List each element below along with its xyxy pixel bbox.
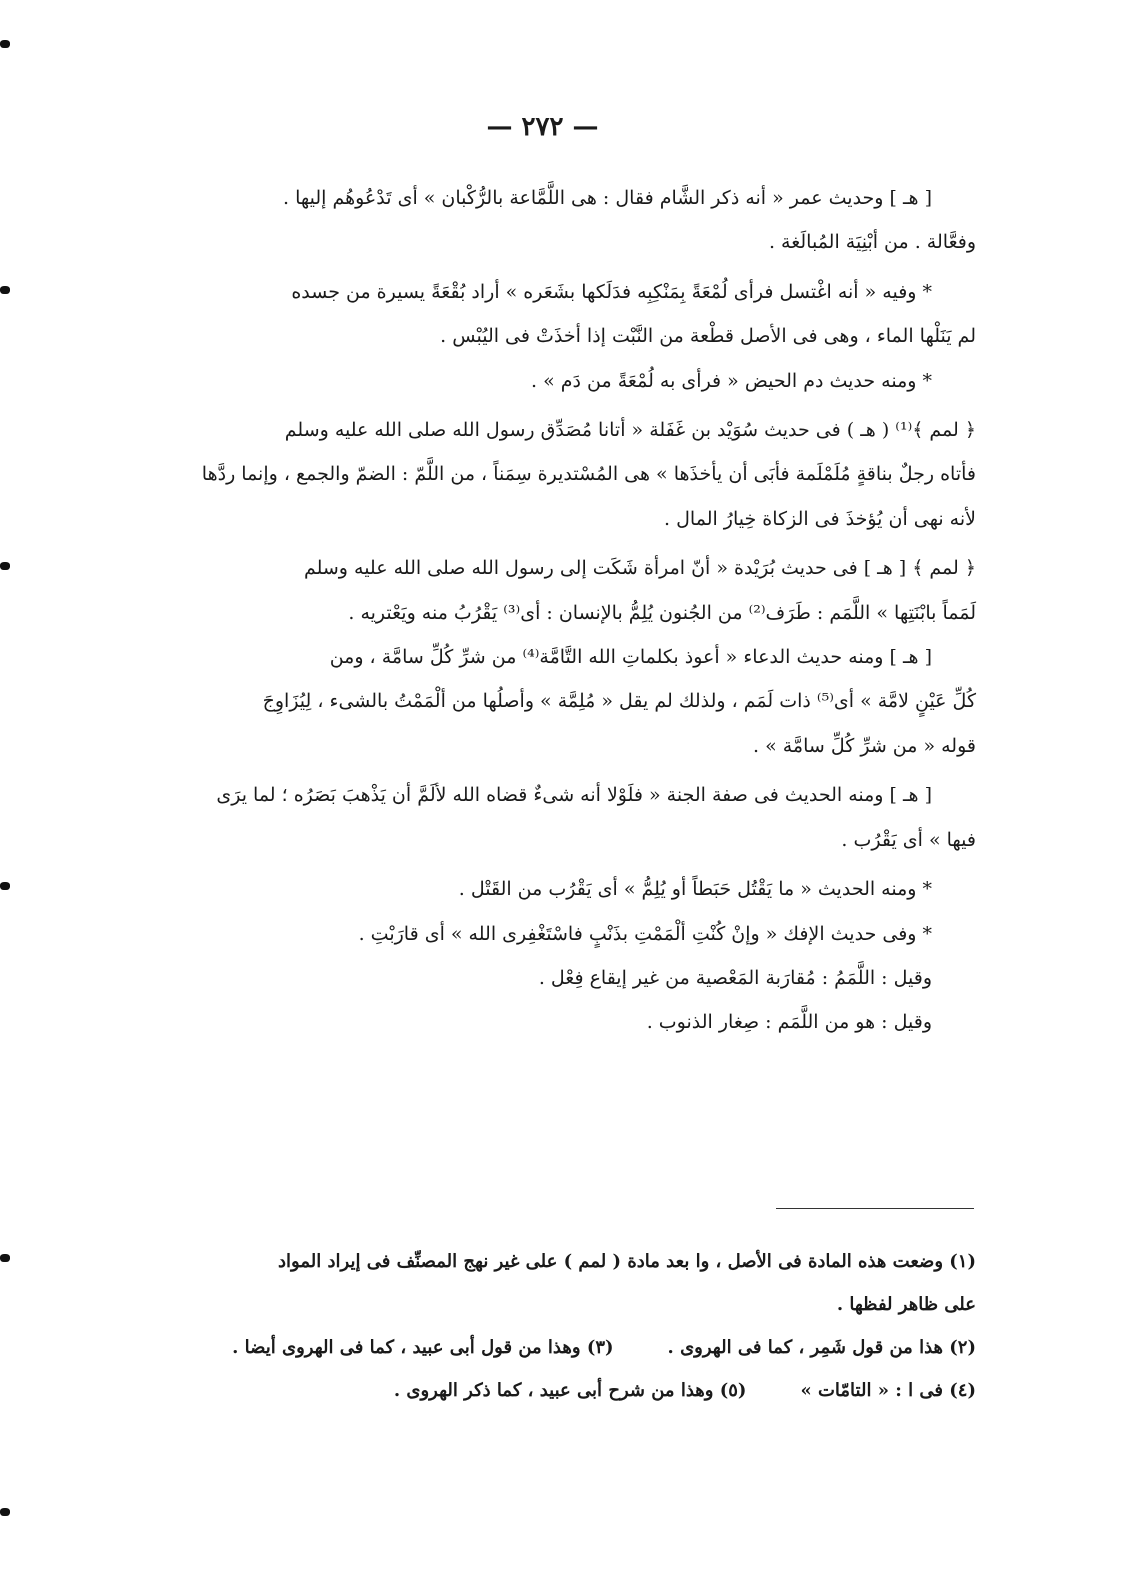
paragraph-line: وقيل : هو من اللَّمَم : صِغار الذنوب . xyxy=(646,1011,932,1034)
footnote-divider xyxy=(776,1208,974,1209)
margin-mark xyxy=(0,562,10,570)
margin-mark xyxy=(0,882,10,890)
main-text xyxy=(140,176,976,1045)
paragraph-line: * وفيه « أنه اغْتسل فرأى لُمْعَةً بِمَنْكِبِه فدَلَكها بشَعَره » أراد بُقْعَةً يسيرة من جسده xyxy=(291,280,932,303)
paragraph-line: فأتاه رجلٌ بناقةٍ مُلَمْلَمة فأبَى أن يأخذَها » هى المُسْتديرة سِمَناً ، من اللَّمّ : الضمّ والجمع ، وإنما ردَّها xyxy=(201,463,976,486)
paragraph-line: لَمَماً بابْنَتِها » اللَّمَم : طَرَف⁽²⁾ من الجُنون يُلِمُّ بالإنسان : أى⁽³⁾ يَقْرُبُ منه ويَعْتريه . xyxy=(348,601,976,624)
margin-mark xyxy=(0,286,10,294)
paragraph-line: كُلِّ عَيْنٍ لامَّة » أى⁽⁵⁾ ذات لَمَم ، ولذلك لم يقل « مُلِمَّة » وأصلُها من ألْمَمْتُ بالشىء ، لِيُزَاوِجَ xyxy=(262,690,976,713)
paragraph-line: * ومنه الحديث « ما يَقْتُل حَبَطاً أو يُلِمُّ » أى يَقْرُب من القَتْل . xyxy=(458,878,932,901)
margin-mark xyxy=(0,1254,10,1262)
paragraph-line: [ هـ ] وحديث عمر « أنه ذكر الشَّام فقال : هى اللَّمَّاعة بالرُّكْبان » أى تَدْعُوهُم إليها . xyxy=(282,187,932,209)
footnote-4: (٤) فى ا : « التامّات » xyxy=(800,1380,976,1401)
entry-heading-line: ﴿ لمم ﴾ [ هـ ] فى حديث بُرَيْدة « أنّ امرأة شَكَت إلى رسول الله صلى الله عليه وسلم xyxy=(303,557,976,580)
paragraph-line: وفعَّالة . من أبْنِيَة المُبالَغة . xyxy=(768,231,976,254)
paragraph-line: [ هـ ] ومنه حديث الدعاء « أعوذ بكلماتِ الله التَّامَّة⁽⁴⁾ من شرِّ كُلِّ سامَّة ، ومن xyxy=(329,646,932,669)
paragraph-line: * وفى حديث الإفك « وإنْ كُنْتِ ألْمَمْتِ بذَنْبٍ فاسْتَغْفِرى الله » أى قارَبْتِ . xyxy=(358,922,932,945)
footnote-3: (٣) وهذا من قول أبى عبيد ، كما فى الهروى أيضا . xyxy=(232,1337,614,1358)
margin-mark xyxy=(0,1508,10,1516)
footnote-5: (٥) وهذا من شرح أبى عبيد ، كما ذكر الهروى . xyxy=(393,1380,747,1401)
page-number: — ٢٧٢ — xyxy=(486,112,599,142)
footnote-row xyxy=(140,1369,976,1412)
paragraph-line: لم يَنَلْها الماء ، وهى فى الأصل قطْعة من النَّبْت إذا أخذَتْ فى اليُبْس . xyxy=(440,325,976,348)
entry-heading-line: ﴿ لمم ﴾⁽¹⁾ ( هـ ) فى حديث سُوَيْد بن غَفَلة « أتانا مُصَدِّق رسول الله صلى الله عليه وسلم xyxy=(284,419,976,442)
paragraph-line: وقيل : اللَّمَمُ : مُقارَبة المَعْصية من غير إيقاع فِعْل . xyxy=(538,966,932,989)
footnote-1: (١) وضعت هذه المادة فى الأصل ، وا بعد مادة ( لمم ) على غير نهج المصنِّف فى إيراد المواد xyxy=(278,1251,976,1272)
paragraph-line: [ هـ ] ومنه الحديث فى صفة الجنة « فلَوْلا أنه شىءٌ قضاه الله لألَمَّ أن يَذْهبَ بَصَرُه ؛ لما يرَى xyxy=(216,784,932,807)
paragraph-line: لأنه نهى أن يُؤخذَ فى الزكاة خِيارُ المال . xyxy=(664,507,976,530)
paragraph-line: قوله « من شرِّ كُلِّ سامَّة » . xyxy=(753,734,976,757)
footnote-2: (٢) هذا من قول شَمِر ، كما فى الهروى . xyxy=(667,1337,976,1358)
paragraph-line: * ومنه حديث دم الحيض « فرأى به لُمْعَةً من دَم » . xyxy=(531,369,932,392)
footnote-row xyxy=(140,1326,976,1369)
footnotes xyxy=(140,1240,976,1412)
paragraph-line: فيها » أى يَقْرُب . xyxy=(841,828,976,851)
margin-mark xyxy=(0,40,10,48)
footnote-1-continued: على ظاهر لفظها . xyxy=(836,1294,976,1315)
